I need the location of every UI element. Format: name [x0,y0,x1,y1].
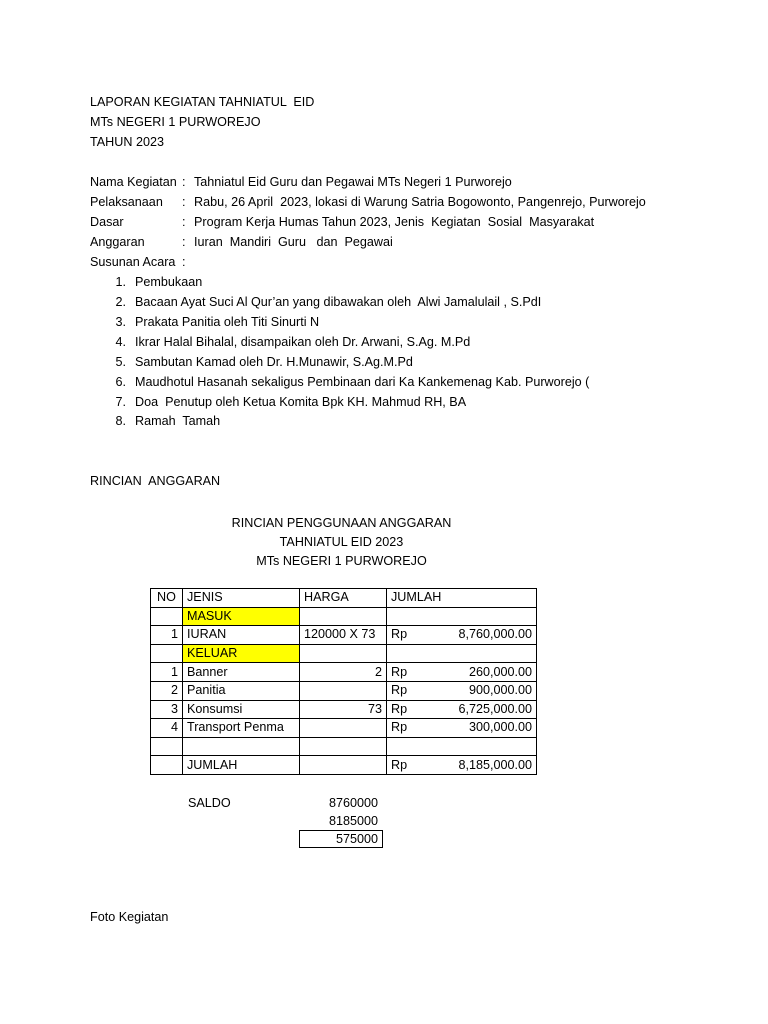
cell-no: 2 [151,681,183,700]
saldo-balance: 575000 [335,832,378,846]
cell-harga: 2 [300,663,387,682]
info-colon: : [182,255,186,269]
info-label: Susunan Acara [90,255,176,269]
cell-jenis: Transport Penma [183,719,300,738]
amount-value: 8,760,000.00 [458,627,532,642]
total-label: JUMLAH [183,756,300,775]
cell-no: 1 [151,663,183,682]
total-amount: 8,185,000.00 [458,757,532,772]
budget-title: RINCIAN PENGGUNAAN ANGGARAN [231,516,452,530]
header-jenis: JENIS [183,589,300,608]
table-row [151,663,537,682]
table-row-empty [151,737,537,756]
list-item: Doa Penutup oleh Ketua Komita Bpk KH. Mahmud RH, BA [135,395,467,409]
table-row [151,607,537,626]
info-value: Program Kerja Humas Tahun 2023, Jenis Kegiatan Sosial Masyarakat [194,215,595,229]
cell-jumlah [387,626,537,645]
cell-jumlah [387,681,537,700]
list-item-number: 2. [115,295,126,309]
keluar-label: KELUAR [183,644,300,663]
list-item-number: 5. [115,355,126,369]
list-item-number: 1. [115,275,126,289]
table-row [151,644,537,663]
cell-jenis: IURAN [183,626,300,645]
amount-value: 300,000.00 [468,720,532,735]
currency-label: Rp [391,627,408,642]
info-colon: : [182,175,186,189]
budget-table [150,588,537,775]
table-row [151,681,537,700]
list-item-number: 7. [115,395,126,409]
currency-label: Rp [391,683,408,698]
cell-harga: 120000 X 73 [300,626,387,645]
cell-harga [300,719,387,738]
list-item: Sambutan Kamad oleh Dr. H.Munawir, S.Ag.M.Pd [135,355,413,369]
table-row [151,626,537,645]
table-row [151,719,537,738]
info-colon: : [182,235,186,249]
cell-jumlah [387,663,537,682]
table-row [151,700,537,719]
total-amount-cell [387,756,537,775]
saldo-expense: 8185000 [328,814,378,828]
currency-label: Rp [391,720,408,735]
saldo-label: SALDO [188,796,231,810]
cell-jenis: Panitia [183,681,300,700]
amount-value: 900,000.00 [468,683,532,698]
cell-no: 3 [151,700,183,719]
info-label: Dasar [90,215,124,229]
report-year: TAHUN 2023 [90,135,164,149]
list-item-number: 3. [115,315,126,329]
cell-harga [300,681,387,700]
list-item: Pembukaan [135,275,203,289]
info-value: Rabu, 26 April 2023, lokasi di Warung Satria Bogowonto, Pangenrejo, Purworejo [194,195,646,209]
amount-value: 260,000.00 [468,664,532,679]
list-item: Prakata Panitia oleh Titi Sinurti N [135,315,320,329]
cell-harga: 73 [300,700,387,719]
list-item-number: 4. [115,335,126,349]
cell-jenis: Banner [183,663,300,682]
header-no: NO [151,589,183,608]
info-value: Iuran Mandiri Guru dan Pegawai [194,235,393,249]
cell-jenis: Konsumsi [183,700,300,719]
cell-jumlah [387,719,537,738]
list-item: Bacaan Ayat Suci Al Qur’an yang dibawakan oleh Alwi Jamalulail , S.PdI [135,295,542,309]
list-item: Maudhotul Hasanah sekaligus Pembinaan dari Ka Kankemenag Kab. Purworejo ( [135,375,590,389]
budget-subtitle-event: TAHNIATUL EID 2023 [279,535,404,549]
cell-no: 4 [151,719,183,738]
school-name: MTs NEGERI 1 PURWOREJO [90,115,261,129]
header-harga: HARGA [300,589,387,608]
currency-label: Rp [391,664,408,679]
list-item-number: 6. [115,375,126,389]
photo-section-heading: Foto Kegiatan [90,910,169,924]
saldo-income: 8760000 [328,796,378,810]
info-label: Nama Kegiatan [90,175,177,189]
list-item: Ramah Tamah [135,414,221,428]
currency-label: Rp [391,701,408,716]
currency-label: Rp [391,757,408,772]
cell-jumlah [387,700,537,719]
table-header-row [151,589,537,608]
report-title: LAPORAN KEGIATAN TAHNIATUL EID [90,95,315,109]
info-label: Pelaksanaan [90,195,163,209]
info-colon: : [182,215,186,229]
info-label: Anggaran [90,235,145,249]
budget-section-heading: RINCIAN ANGGARAN [90,474,221,488]
cell-no: 1 [151,626,183,645]
info-colon: : [182,195,186,209]
info-value: Tahniatul Eid Guru dan Pegawai MTs Negeri 1 Purworejo [194,175,512,189]
list-item-number: 8. [115,414,126,428]
masuk-label: MASUK [183,607,300,626]
header-jumlah: JUMLAH [387,589,537,608]
list-item: Ikrar Halal Bihalal, disampaikan oleh Dr. Arwani, S.Ag. M.Pd [135,335,471,349]
budget-subtitle-school: MTs NEGERI 1 PURWOREJO [256,554,427,568]
amount-value: 6,725,000.00 [458,701,532,716]
table-total-row [151,756,537,775]
